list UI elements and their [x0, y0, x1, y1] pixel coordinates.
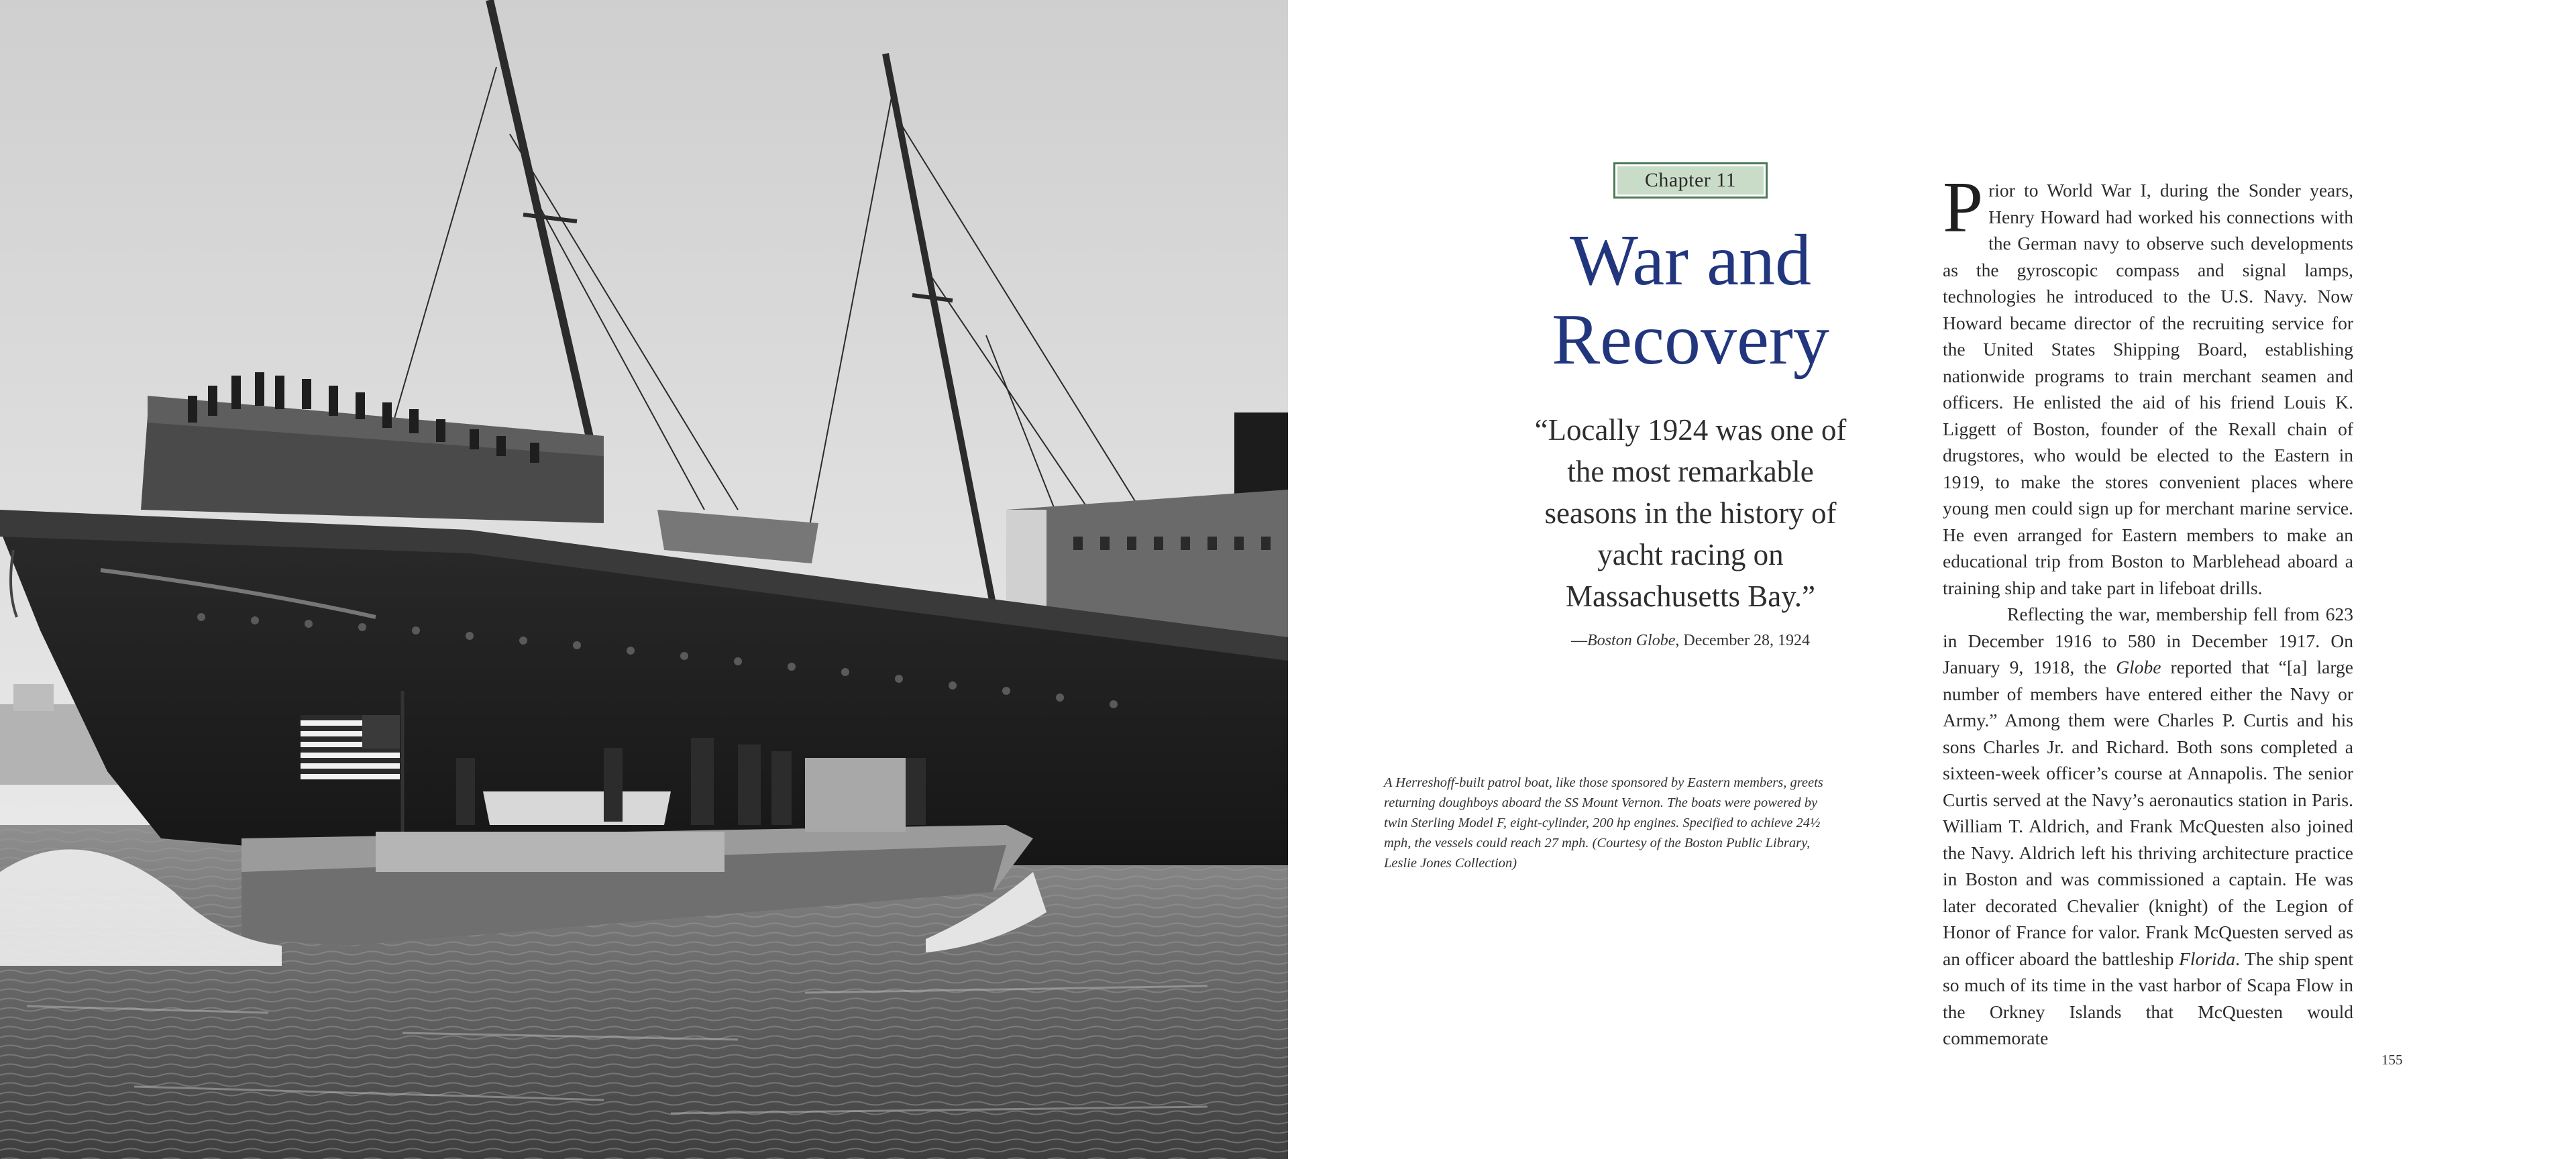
photo-caption: A Herreshoff-built patrol boat, like those sponsored by Eastern members, greets returning doughboys aboard the SS Mount Vernon. The boats were powered by twin Sterling Model F, eight-cylinder, 200 hp engines. Specified to achieve 24½ mph, the vessels could reach 27 mph. (Courtesy of the Boston Public Library, Leslie Jones Collection)	[1384, 775, 1823, 871]
pull-quote	[1529, 409, 1851, 651]
florida-italic: Florida	[2179, 948, 2236, 969]
pull-quote-text: “Locally 1924 was one of the most remarkable seasons in the history of yacht racing on Massachusetts Bay.”	[1534, 413, 1847, 613]
paragraph-2-text-c: . The ship spent so much of its time in the vast harbor of Scapa Flow in the Orkney Islands that McQuesten would commemorate	[1943, 948, 2354, 1048]
paragraph-1-text: rior to World War I, during the Sonder years, Henry Howard had worked his connections with the German navy to observe such developments as the gyroscopic compass and signal lamps, technologies he introduced to the U.S. Navy. Now Howard became director of the recruiting service for the United States Shipping Board, establishing nationwide programs to train merchant seamen and officers. He enlisted the aid of his friend Louis K. Liggett of Boston, founder of the Rexall chain of drugstores, who would be elected to the Eastern in 1919, to make the stores convenient places where young men could sign up for merchant marine service. He even arranged for Eastern members to make an educational trip from Boston to Marblehead aboard a training ship and take part in lifeboat drills.	[1943, 180, 2353, 598]
chapter-title-line1: War and	[1569, 221, 1812, 300]
chapter-title-line2: Recovery	[1552, 300, 1829, 380]
attribution-source: Boston Globe	[1587, 632, 1676, 649]
body-paragraph-2	[1943, 601, 2353, 1052]
attribution-dash: —	[1571, 632, 1588, 649]
body-paragraph-1	[1943, 168, 2353, 601]
chapter-label: Chapter 11	[1613, 162, 1768, 199]
paragraph-2-text-a: Reflecting the war, membership fell from 623 in December 1916 to 580 in December 1917. On January 9, 1918, the	[1943, 604, 2353, 677]
page-number: 155	[2381, 1052, 2403, 1068]
body-text	[1943, 168, 2354, 1052]
attribution-date: , December 28, 1924	[1675, 632, 1810, 649]
pull-quote-attribution	[1529, 630, 1851, 651]
chapter-title	[1536, 221, 1845, 380]
globe-italic: Globe	[2116, 657, 2161, 677]
drop-cap: P	[1943, 168, 1984, 247]
paragraph-2-text-b: reported that “[a] large number of members have entered either the Navy or Army.” Among them were Charles P. Curtis and his sons Charles Jr. and Richard. Both sons completed a sixteen-week officer’s course at Annapolis. The senior Curtis served at the Navy’s aeronautics station in Paris. William T. Aldrich, and Frank McQuesten also joined the Navy. Aldrich left his thriving architecture practice in Boston and was commissioned a captain. He was later decorated Chevalier (knight) of the Legion of Honor of France for valor. Frank McQuesten served as an officer aboard the battleship	[1943, 657, 2354, 969]
text-page	[1288, 0, 2576, 1159]
american-flag-icon	[301, 715, 400, 779]
